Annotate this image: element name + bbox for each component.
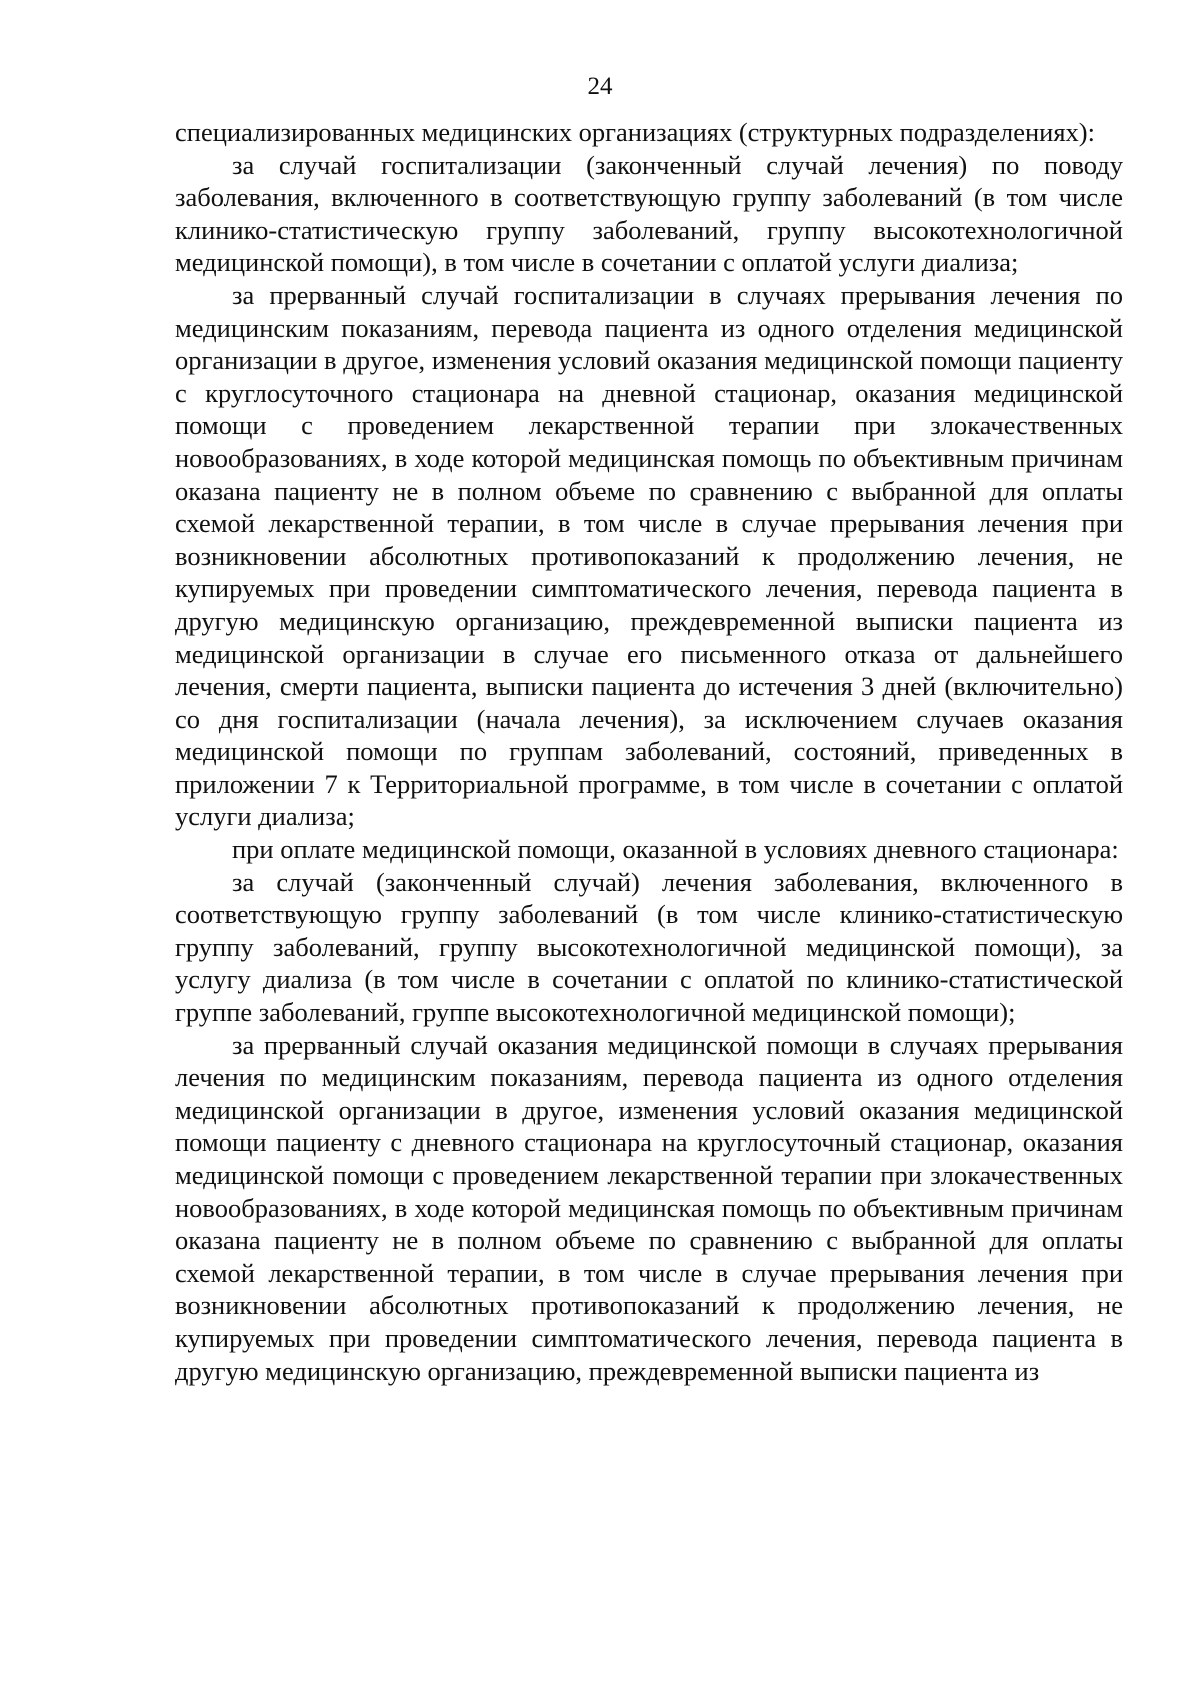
paragraph-interrupted-day-hospital: за прерванный случай оказания медицинской помощи в случаях прерывания лечения по медицинским показаниям, перевода пациента из одного отделения медицинской организации в другое, изменения условий оказания медицинской помощи пациенту с дневного стационара на круглосуточный стационар, оказания медицинской помощи с проведением лекарственной терапии при злокачественных новообразованиях, в ходе которой медицинская помощь по объективным причинам оказана пациенту не в полном объеме по сравнению с выбранной для оплаты схемой лекарственной терапии, в том числе в случае прерывания лечения при возникновении абсолютных противопоказаний к продолжению лечения, не купируемых при проведении симптоматического лечения, перевода пациента в другую медицинскую организацию, преждевременной выписки пациента из: [175, 1029, 1123, 1386]
paragraph-day-hospital-case: за случай (законченный случай) лечения заболевания, включенного в соответствующую группу заболеваний (в том числе клинико-статистическую группу заболеваний, группу высокотехнологичной медицинской помощи), за услугу диализа (в том числе в сочетании с оплатой по клинико-статистической группе заболеваний, группе высокотехнологичной медицинской помощи);: [175, 866, 1123, 1028]
paragraph-continuation: специализированных медицинских организациях (структурных подразделениях):: [175, 117, 1095, 147]
page-number: 24: [587, 73, 613, 100]
document-body: [175, 116, 1123, 1387]
paragraph-day-hospital-payment: при оплате медицинской помощи, оказанной в условиях дневного стационара:: [232, 834, 1119, 865]
paragraph-hospitalization-case: за случай госпитализации (законченный случай лечения) по поводу заболевания, включенного в соответствующую группу заболеваний (в том числе клинико-статистическую группу заболеваний, группу высокотехнологичной медицинской помощи), в том числе в сочетании с оплатой услуги диализа;: [175, 149, 1123, 278]
paragraph-interrupted-hospitalization: за прерванный случай госпитализации в случаях прерывания лечения по медицинским показаниям, перевода пациента из одного отделения медицинской организации в другое, изменения условий оказания медицинской помощи пациенту с круглосуточного стационара на дневной стационар, оказания медицинской помощи с проведением лекарственной терапии при злокачественных новообразованиях, в ходе которой медицинская помощь по объективным причинам оказана пациенту не в полном объеме по сравнению с выбранной для оплаты схемой лекарственной терапии, в том числе в случае прерывания лечения при возникновении абсолютных противопоказаний к продолжению лечения, не купируемых при проведении симптоматического лечения, перевода пациента в другую медицинскую организацию, преждевременной выписки пациента из медицинской организации в случае его письменного отказа от дальнейшего лечения, смерти пациента, выписки пациента до истечения 3 дней (включительно) со дня госпитализации (начала лечения), за исключением случаев оказания медицинской помощи по группам заболеваний, состояний, приведенных в приложении 7 к Территориальной программе, в том числе в сочетании с оплатой услуги диализа;: [175, 279, 1123, 832]
